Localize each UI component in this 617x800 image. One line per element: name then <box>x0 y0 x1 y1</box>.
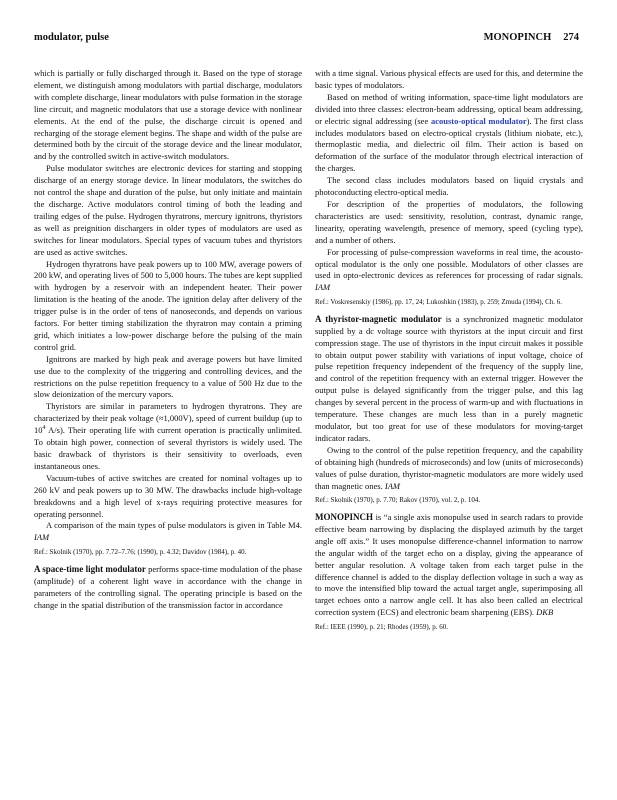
entry-term: MONOPINCH <box>315 512 373 522</box>
paragraph: For description of the properties of modulators, the following characteristics are used: sensitivity, resolution, contrast, dynamic range, linearity, operating wavelength, presence of memory, speed (cycling type), and a number of others. <box>315 198 583 245</box>
left-column <box>34 68 302 611</box>
reference: Ref.: Skolnik (1970), pp. 7.72–7.76; (1990), p. 4.32; Davidov (1984), p. 40. <box>34 548 247 557</box>
author-initials: IAM <box>315 282 331 293</box>
paragraph: Hydrogen thyratrons have peak powers up to 100 MW, average powers of 200 kW, and operating lives of 500 to 5,000 hours. The tubes are kept supplied with hydrogen by a reservoir with an independent heater. Their power limitation is the heating of the anode. The ignition delay after delivery of the trigger pulse is in the order of tens of nanoseconds, and depends on various factors. For better timing stabilization the thyratron may contain a priming grid, which initiates a low-power discharge before the pulsing of the main control grid. <box>34 258 302 352</box>
paragraph: The second class includes modulators based on liquid crystals and photoconducting electro-optical media. <box>315 175 583 198</box>
header-right <box>484 32 579 43</box>
running-header <box>34 32 579 46</box>
header-section: modulator, pulse <box>34 32 109 43</box>
paragraph: A comparison of the main types of pulse modulators is given in Table M4. IAM <box>34 520 302 543</box>
paragraph: which is partially or fully discharged through it. Based on the type of storage element, we distinguish among modulators with partial discharge, modulators with complete discharge, linear modulators with pulse formation in the storage line circuit, and magnetic modulators that use a storage device with nonlinear elements. At the end of the pulse, the discharge circuit is opened and recharging of the storage element begins. The shape and width of the pulse are determined both by the circuit of the storage device and the linear modulator, and by the controlled switch in active-switch modulators. <box>34 68 302 162</box>
entry-thyristor-magnetic-modulator: A thyristor-magnetic modulator is a synchronized magnetic modulator supplied by a dc voltage source with thyristors at the input circuit and first compression stage. The use of thyristors in the input circuit makes it possible to obtain output power stability with variations of input voltage, choice of pulse repetition frequency independent of the frequency of the supply line, and control of the repetition frequency with an external trigger. However the output pulse is delayed significantly from the trigger pulse, and this lag changes by several percent in the process of warm-up and with fluctuations in temperature. These changes are much less than in a purely magnetic modulator, but too great for use of these modulators for moving-target indicator radars. <box>315 313 583 443</box>
entry-term: A space-time light modulator <box>34 563 146 574</box>
author-initials: DKB <box>536 607 554 618</box>
entry-space-time-light-modulator: A space-time light modulator performs space-time modulation of the phase (amplitude) of a coherent light wave in accordance with the change in parameters of the controlling signal. The operating principle is based on the change in the spatial distribution of the transmission factor in accordance <box>34 563 302 610</box>
reference: Ref.: Voskresenskiy (1986), pp. 17, 24; Lukoshkin (1983), p. 259; Zmuda (1994), Ch. 6. <box>315 298 563 307</box>
page-number: 274 <box>563 32 579 43</box>
author-initials: IAM <box>34 532 50 543</box>
paragraph: with a time signal. Various physical effects are used for this, and determine the basic types of modulators. <box>315 68 583 90</box>
header-title: MONOPINCH <box>483 32 552 43</box>
paragraph: Thyristors are similar in parameters to hydrogen thyratrons. They are characterized by their peak voltage (≈1,000V), speed of current buildup (up to $10^4$ A/s). Their operating life with current operation is practically unlimited. To obtain high power, connection of several thyristors is widely used. The basic drawback of thyristors is their sensitivity to overloads, even instantaneous ones. <box>34 401 302 471</box>
paragraph: Owing to the control of the pulse repetition frequency, and the capability of obtaining high (hundreds of microseconds) and low (units of microseconds) values of pulse duration, thyristor-magnetic modulators are more widely used than magnetic ones. IAM <box>315 444 583 491</box>
cross-reference-link[interactable]: acousto-optical modulator <box>430 115 527 126</box>
entry-term: A thyristor-magnetic modulator <box>315 313 442 324</box>
paragraph: Pulse modulator switches are electronic devices for starting and stopping discharge of an energy storage device. In linear modulators, the switches do not control the shape and duration of the pulse, but only initiate and maintain the discharge. Active modulators control timing of both the leading and trailing edges of the pulse. Hydrogen thyratrons, mercury ignitrons, thyristors as well as preignition dischargers in older types of modulators are used as switches for linear modulators. Special types of vacuum tubes and thyristors are used as active switches. <box>34 163 302 257</box>
paragraph: For processing of pulse-compression waveforms in real time, the acousto-optical modulator is the only one possible. Modulators of other classes are used in opto-electronic devices as references for processing of radar signals. IAM <box>315 246 583 293</box>
paragraph: Ignitrons are marked by high peak and average powers but have limited use due to the complexity of the triggering and controlling devices, and the restrictions on the pulse repetition frequency to a value of 500 Hz due to the slow deionization of the mercury vapors. <box>34 353 302 400</box>
reference: Ref.: IEEE (1990), p. 21; Rhodes (1959), p. 60. <box>315 623 448 632</box>
right-column <box>315 68 583 638</box>
reference: Ref.: Skolnik (1970), p. 7.70; Rakov (1970), vol. 2, p. 104. <box>315 496 481 505</box>
author-initials: IAM <box>384 480 400 491</box>
entry-monopinch: MONOPINCH is “a single axis monopulse used in search radars to provide effective beam narrowing by displacing the displayed azimuth by the target angle off axis.” It uses monopulse difference-channel information to narrow the angular width of the target echo on a display, giving the appearance of better angular resolution. A voltage taken from each target pulse in the difference channel is added to the display deflection voltage in such a way as to move the intensified blip toward the actual target angle, superimposing all target echoes onto a narrow angle cell. It has also been called an electrical correction system (ECS) and electronic beam sharpening (EBS). DKB <box>315 512 583 618</box>
paragraph: Based on method of writing information, space-time light modulators are divided into three classes: electron-beam addressing, optical beam addressing, or electric signal addressing (see acousto-optical modulator). The first class includes modulators based on electro-optical crystals (lithium niobate, etc.), thermoplastic media, and dielectric oil film. Their action is based on deformation of the surface of the modulator through electrical interaction of the charges. <box>315 91 584 174</box>
paragraph: Vacuum-tubes of active switches are created for nominal voltages up to 260 kV and peak powers up to 30 MW. The drawbacks include high-voltage breakdowns and a high level of x-rays requiring protective measures for operating personnel. <box>34 472 302 519</box>
